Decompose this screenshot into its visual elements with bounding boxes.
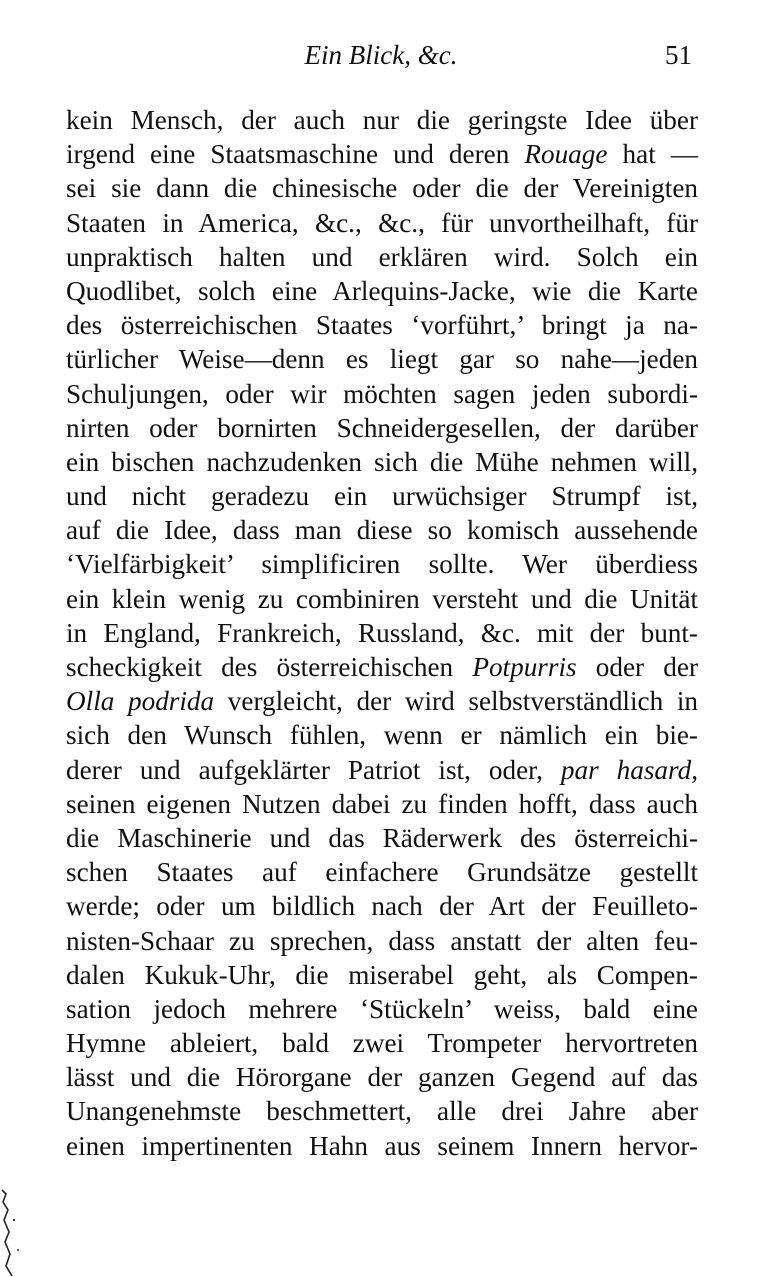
line-text: irgend eine Staatsmaschine und deren (66, 139, 525, 170)
line-text: sich den Wunsch fühlen, wenn er nämlich ein bie- (66, 720, 698, 751)
body-text (66, 103, 698, 1163)
line-text: Hymne ableiert, bald zwei Trompeter hervortreten (66, 1028, 698, 1059)
line-text: kein Mensch, der auch nur die geringste Idee über (66, 105, 698, 135)
text-line (66, 1060, 698, 1094)
line-text: die Maschinerie und das Räderwerk des österreichi- (66, 822, 698, 853)
text-line (66, 753, 698, 787)
text-line (66, 1129, 698, 1163)
scan-edge-mark (0, 1180, 26, 1277)
italic-term: par hasard, (560, 754, 698, 785)
text-line (66, 718, 698, 752)
text-line (66, 787, 698, 821)
text-line (66, 684, 698, 718)
line-text: nisten-Schaar zu sprechen, dass anstatt der alten feu- (66, 925, 698, 956)
text-line (66, 445, 698, 479)
line-text: lässt und die Hörorgane der ganzen Gegend auf das (66, 1062, 698, 1093)
text-line (66, 103, 698, 137)
text-line (66, 240, 698, 274)
line-text: ‘Vielfärbigkeit’ simplificiren sollte. Wer überdiess (66, 549, 698, 580)
line-text: auf die Idee, dass man diese so komisch aussehende (66, 515, 698, 546)
line-text: des österreichischen Staates ‘vorführt,’ bringt ja na- (66, 310, 698, 341)
running-head (66, 40, 696, 80)
text-line (66, 1094, 698, 1128)
line-text: schen Staates auf einfachere Grundsätze gestellt (66, 857, 698, 888)
text-line (66, 958, 698, 992)
text-line (66, 206, 698, 240)
text-line (66, 650, 698, 684)
line-text: und nicht geradezu ein urwüchsiger Strumpf ist, (66, 481, 698, 512)
text-line (66, 479, 698, 513)
text-line (66, 889, 698, 923)
text-line (66, 377, 698, 411)
line-text: Unangenehmste beschmettert, alle drei Jahre aber (66, 1096, 698, 1127)
line-text-tail: vergleicht, der wird selbstverständlich in (214, 686, 699, 717)
italic-term: Rouage (524, 139, 608, 170)
line-text: ein bischen nachzudenken sich die Mühe nehmen will, (66, 446, 698, 477)
line-text-tail: oder der (576, 652, 698, 682)
text-line (66, 513, 698, 547)
line-text: seinen eigenen Nutzen dabei zu finden hofft, dass auch (66, 788, 698, 819)
line-text: derer und aufgeklärter Patriot ist, oder, (66, 754, 561, 785)
italic-term: Potpurris (472, 652, 577, 682)
line-text: werde; oder um bildlich nach der Art der Feuilleto- (66, 891, 698, 922)
text-line (66, 342, 698, 376)
line-text: nirten oder bornirten Schneidergesellen, der darüber (66, 412, 698, 443)
text-line (66, 308, 698, 342)
text-line (66, 582, 698, 616)
text-line (66, 1026, 698, 1060)
text-line (66, 547, 698, 581)
text-line (66, 924, 698, 958)
text-line (66, 137, 698, 171)
text-line (66, 821, 698, 855)
text-line (66, 274, 698, 308)
line-text: dalen Kukuk-Uhr, die miserabel geht, als Compen- (66, 959, 698, 990)
page-number: 51 (665, 40, 692, 70)
text-line (66, 171, 698, 205)
text-line (66, 411, 698, 445)
line-text: unpraktisch halten und erklären wird. Solch ein (66, 241, 698, 272)
text-line (66, 855, 698, 889)
italic-term: Olla podrida (66, 686, 215, 717)
text-line (66, 992, 698, 1026)
line-text: in England, Frankreich, Russland, &c. mit der bunt- (66, 617, 698, 648)
line-text: ein klein wenig zu combiniren versteht und die Unität (66, 583, 698, 614)
line-text: scheckigkeit des österreichischen (66, 652, 473, 682)
text-line (66, 616, 698, 650)
line-text: türlicher Weise—denn es liegt gar so nahe—jeden (66, 344, 698, 375)
line-text-tail: hat — (607, 139, 699, 170)
line-text: Schuljungen, oder wir möchten sagen jeden subordi- (66, 378, 698, 409)
line-text: sei sie dann die chinesische oder die der Vereinigten (66, 173, 698, 204)
line-text: einen impertinenten Hahn aus seinem Innern hervor- (66, 1130, 698, 1161)
line-text: Staaten in America, &c., &c., für unvortheilhaft, für (66, 207, 698, 238)
line-text: sation jedoch mehrere ‘Stückeln’ weiss, bald eine (66, 993, 698, 1024)
running-title: Ein Blick, &c. (304, 40, 458, 70)
line-text: Quodlibet, solch eine Arlequins-Jacke, wie die Karte (66, 275, 698, 306)
